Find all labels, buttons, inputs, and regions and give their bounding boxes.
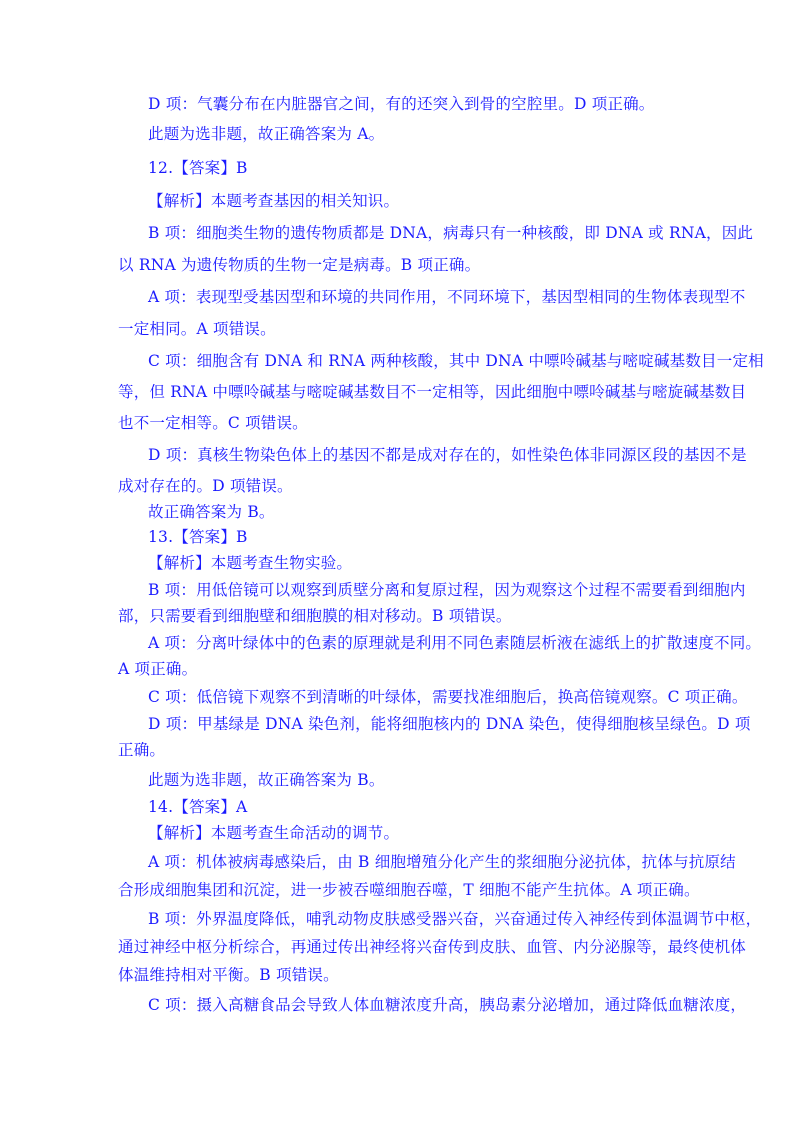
text-line: C 项：细胞含有 DNA 和 RNA 两种核酸，其中 DNA 中嘌呤碱基与嘧啶碱基数目一定相: [148, 352, 764, 370]
text-line: A 项：表现型受基因型和环境的共同作用，不同环境下，基因型相同的生物体表现型不: [148, 288, 746, 306]
text-line: D 项：甲基绿是 DNA 染色剂，能将细胞核内的 DNA 染色，使得细胞核呈绿色。D 项: [148, 715, 751, 733]
text-line: C 项：低倍镜下观察不到清晰的叶绿体，需要找准细胞后，换高倍镜观察。C 项正确。: [148, 688, 748, 706]
text-line: 【解析】本题考查基因的相关知识。: [148, 192, 400, 210]
text-line: 此题为选非题，故正确答案为 A。: [148, 125, 385, 143]
text-line: 合形成细胞集团和沉淀，进一步被吞噬细胞吞噬，T 细胞不能产生抗体。A 项正确。: [118, 881, 700, 899]
text-line: 14.【答案】A: [148, 798, 248, 816]
text-line: 故正确答案为 B。: [148, 503, 275, 521]
text-line: 12.【答案】B: [148, 159, 248, 177]
text-line: 也不一定相等。C 项错误。: [118, 414, 308, 432]
text-line: A 项：机体被病毒感染后，由 B 细胞增殖分化产生的浆细胞分泌抗体，抗体与抗原结: [148, 853, 736, 871]
text-line: B 项：用低倍镜可以观察到质壁分离和复原过程，因为观察这个过程不需要看到细胞内: [148, 581, 746, 599]
text-line: 13.【答案】B: [148, 528, 248, 546]
text-line: 成对存在的。D 项错误。: [118, 477, 293, 495]
text-line: B 项：细胞类生物的遗传物质都是 DNA，病毒只有一种核酸，即 DNA 或 RNA，因此: [148, 224, 754, 242]
text-line: A 项：分离叶绿体中的色素的原理就是利用不同色素随层析液在滤纸上的扩散速度不同。: [148, 634, 762, 652]
text-line: 部，只需要看到细胞壁和细胞膜的相对移动。B 项错误。: [118, 607, 512, 625]
text-line: 体温维持相对平衡。B 项错误。: [118, 966, 339, 984]
text-line: 【解析】本题考查生命活动的调节。: [148, 824, 400, 842]
text-line: 正确。: [118, 741, 166, 759]
text-line: B 项：外界温度降低，哺乳动物皮肤感受器兴奋，兴奋通过传入神经传到体温调节中枢，: [148, 910, 762, 928]
text-line: 一定相同。A 项错误。: [118, 320, 276, 338]
text-line: 以 RNA 为遗传物质的生物一定是病毒。B 项正确。: [118, 256, 481, 274]
text-line: 通过神经中枢分析综合，再通过传出神经将兴奋传到皮肤、血管、内分泌腺等，最终使机体: [118, 938, 747, 956]
text-line: D 项：气囊分布在内脏器官之间，有的还突入到骨的空腔里。D 项正确。: [148, 95, 655, 113]
text-line: 等，但 RNA 中嘌呤碱基与嘧啶碱基数目不一定相等，因此细胞中嘌呤碱基与嘧旋碱基数目: [118, 383, 747, 401]
text-line: C 项：摄入高糖食品会导致人体血糖浓度升高，胰岛素分泌增加，通过降低血糖浓度，: [148, 996, 747, 1014]
text-line: D 项：真核生物染色体上的基因不都是成对存在的，如性染色体非同源区段的基因不是: [148, 446, 747, 464]
text-line: 【解析】本题考查生物实验。: [148, 554, 353, 572]
text-line: 此题为选非题，故正确答案为 B。: [148, 771, 385, 789]
text-line: A 项正确。: [118, 660, 198, 678]
